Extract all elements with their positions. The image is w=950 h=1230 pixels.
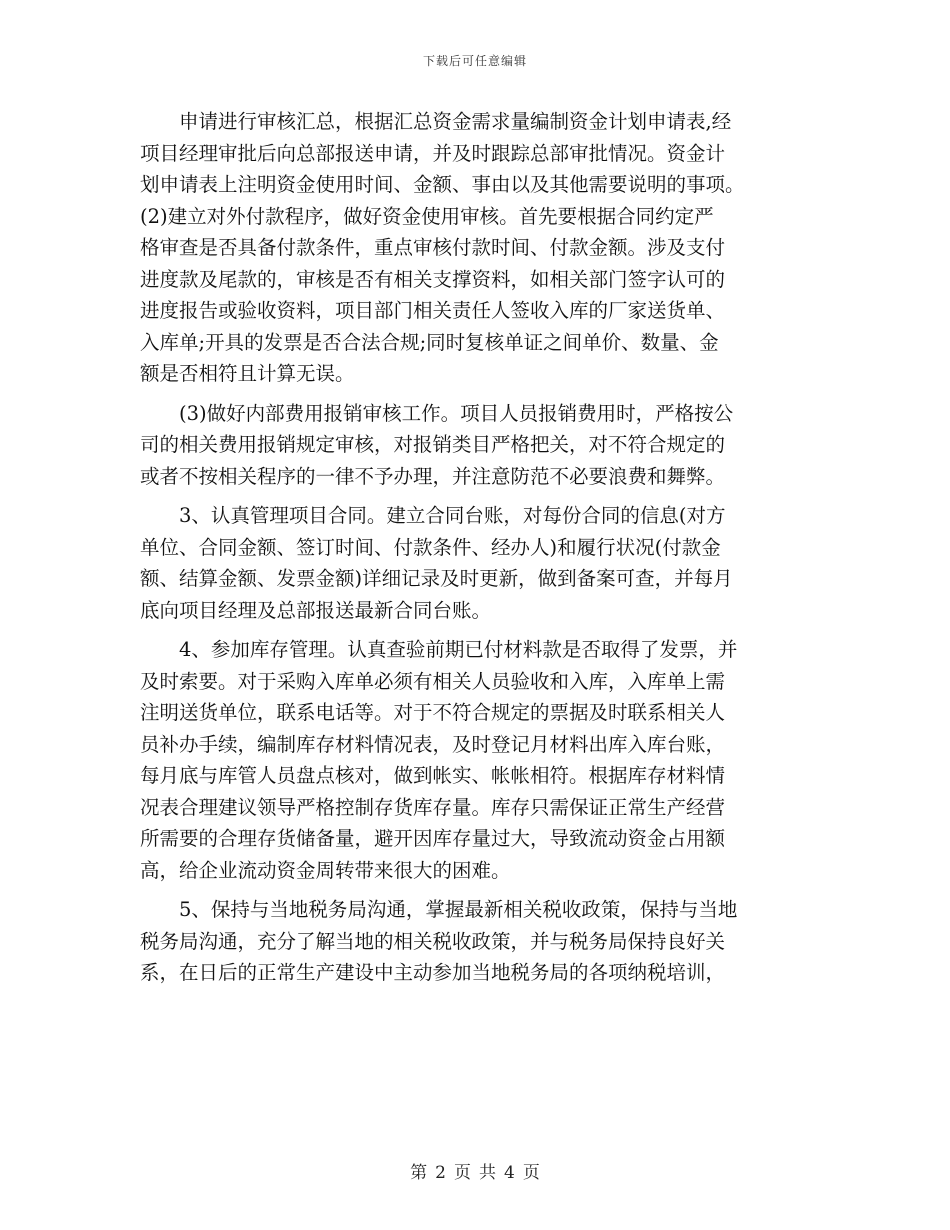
text-line: 3、认真管理项目合同。建立合同台账，对每份合同的信息(对方 [140, 504, 726, 527]
text-line: 单位、合同金额、签订时间、付款条件、经办人)和履行状况(付款金 [140, 535, 721, 559]
text-line: 况表合理建议领导严格控制存货库存量。库存只需保证正常生产经营 [140, 795, 726, 819]
text-line: 税务局沟通，充分了解当地的相关税收政策，并与税务局保持良好关 [140, 929, 726, 953]
text-line: 所需要的合理存货储备量，避开因库存量过大，导致流动资金占用额 [140, 827, 726, 850]
page-footer [0, 1158, 950, 1183]
text-line: 进度款及尾款的，审核是否有相关支撑资料，如相关部门签字认可的 [140, 267, 726, 291]
paragraph-4 [140, 500, 808, 626]
page-header: 下载后可任意编辑 [422, 54, 527, 68]
footer-page-word: 页 [454, 1163, 471, 1183]
text-line: 划申请表上注明资金使用时间、金额、事由以及其他需要说明的事项。 [140, 173, 745, 196]
paragraph-5 [140, 634, 808, 886]
text-line: 或者不按相关程序的一律不予办理，并注意防范不必要浪费和舞弊。 [140, 464, 726, 488]
text-line: 每月底与库管人员盘点核对，做到帐实、帐帐相符。根据库存材料情 [140, 764, 726, 787]
footer-total-word: 共 [479, 1163, 496, 1183]
document-body [140, 106, 808, 989]
text-line: 申请进行审核汇总，根据汇总资金需求量编制资金计划申请表,经 [140, 110, 732, 133]
text-line: 5、保持与当地税务局沟通，掌握最新相关税收政策，保持与当地 [140, 898, 738, 921]
text-line: 额是否相符且计算无误。 [140, 362, 355, 385]
text-line: 司的相关费用报销规定审核，对报销类目严格把关，对不符合规定的 [140, 433, 726, 456]
text-line: 项目经理审批后向总部报送申请，并及时跟踪总部审批情况。资金计 [140, 141, 726, 165]
paragraph-6 [140, 894, 808, 989]
text-line: 系，在日后的正常生产建设中主动参加当地税务局的各项纳税培训， [140, 961, 726, 984]
paragraph-3 [140, 398, 808, 493]
footer-prefix: 第 [410, 1163, 428, 1183]
text-line: (2)建立对外付款程序，做好资金使用审核。首先要根据合同约定严 [140, 204, 714, 228]
text-line: 4、参加库存管理。认真查验前期已付材料款是否取得了发票，并 [140, 638, 738, 661]
text-line: 及时索要。对于采购入库单必须有相关人员验收和入库，入库单上需 [140, 669, 726, 693]
text-line: 注明送货单位，联系电话等。对于不符合规定的票据及时联系相关人 [140, 701, 726, 724]
footer-suffix: 页 [522, 1163, 540, 1183]
current-page-number: 2 [435, 1163, 446, 1183]
text-line: 格审查是否具备付款条件，重点审核付款时间、付款金额。涉及支付 [140, 236, 726, 259]
text-line: 入库单;开具的发票是否合法合规;同时复核单证之间单价、数量、金 [140, 330, 719, 354]
text-line: (3)做好内部费用报销审核工作。项目人员报销费用时，严格按公 [140, 401, 734, 425]
text-line: 高，给企业流动资金周转带来很大的困难。 [140, 858, 511, 882]
text-line: 额、结算金额、发票金额)详细记录及时更新，做到备案可查，并每月 [140, 567, 733, 590]
text-line: 进度报告或验收资料，项目部门相关责任人签收入库的厂家送货单、 [140, 299, 726, 322]
paragraph-2 [140, 201, 808, 390]
text-line: 底向项目经理及总部报送最新合同台账。 [140, 598, 492, 622]
paragraph-1 [140, 106, 808, 201]
total-page-number: 4 [504, 1163, 515, 1183]
text-line: 员补办手续，编制库存材料情况表，及时登记月材料出库入库台账， [140, 732, 726, 756]
